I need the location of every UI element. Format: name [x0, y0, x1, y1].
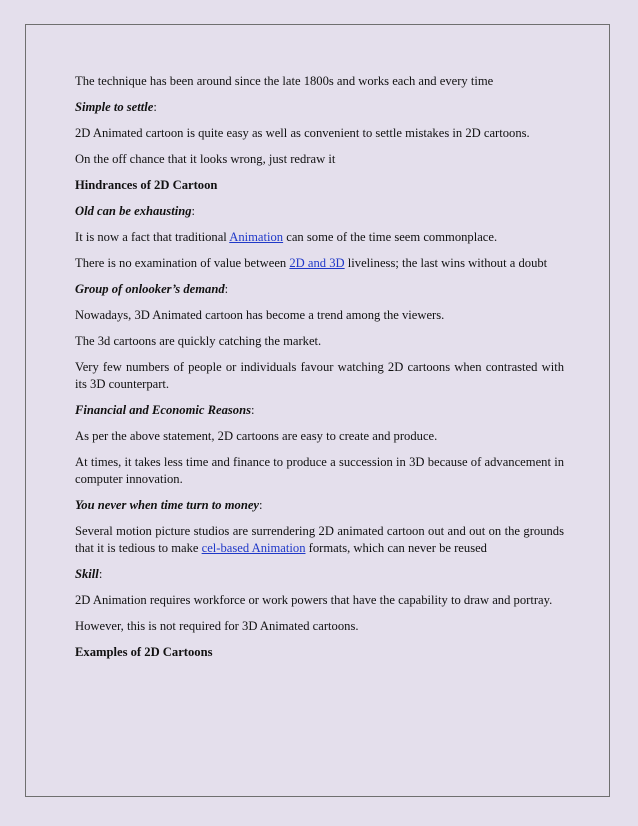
paragraph-text: Nowadays, 3D Animated cartoon has become a trend among the viewers.	[75, 308, 445, 322]
heading-hindrances	[75, 177, 564, 194]
subheading-text: Skill	[75, 567, 99, 581]
paragraph	[75, 454, 564, 488]
paragraph-text: 2D Animated cartoon is quite easy as well as convenient to settle mistakes in 2D cartoons.	[75, 126, 530, 140]
paragraph-text: It is now a fact that traditional	[75, 230, 230, 244]
subheading-text: You never when time turn to money	[75, 498, 260, 512]
colon: :	[251, 403, 255, 417]
cel-based-animation-link[interactable]: cel-based Animation	[201, 541, 306, 555]
paragraph-text: Several motion picture studios are surrendering 2D animated cartoon out and out on the grounds that it is tedious to make	[75, 524, 564, 555]
subheading-skill	[75, 566, 564, 583]
paragraph	[75, 229, 564, 246]
paragraph	[75, 333, 564, 350]
paragraph	[75, 151, 564, 168]
paragraph	[75, 125, 564, 142]
subheading-you-never-when-time-turn-to-money	[75, 497, 564, 514]
subheading-old-can-be-exhausting	[75, 203, 564, 220]
heading-text: Hindrances of 2D Cartoon	[75, 178, 218, 192]
2d-and-3d-link[interactable]: 2D and 3D	[289, 256, 345, 270]
paragraph-text: However, this is not required for 3D Animated cartoons.	[75, 619, 359, 633]
paragraph-text: liveliness; the last wins without a doubt	[344, 256, 548, 270]
paragraph-text: formats, which can never be reused	[305, 541, 487, 555]
paragraph	[75, 73, 564, 90]
colon: :	[259, 498, 263, 512]
subheading-text: Old can be exhausting	[75, 204, 192, 218]
heading-examples-of-2d-cartoons	[75, 644, 564, 661]
paragraph-text: 2D Animation requires workforce or work powers that have the capability to draw and portray.	[75, 593, 553, 607]
paragraph	[75, 359, 564, 393]
heading-text: Examples of 2D Cartoons	[75, 645, 213, 659]
paragraph	[75, 255, 564, 272]
paragraph	[75, 307, 564, 324]
paragraph-text: can some of the time seem commonplace.	[283, 230, 498, 244]
colon: :	[191, 204, 196, 218]
paragraph-text: On the off chance that it looks wrong, just redraw it	[75, 152, 336, 166]
colon: :	[153, 100, 157, 114]
paragraph-text: There is no examination of value between	[75, 256, 290, 270]
paragraph-text: The technique has been around since the late 1800s and works each and every time	[75, 74, 494, 88]
document-body	[75, 73, 564, 670]
colon: :	[98, 567, 103, 581]
subheading-group-of-onlookers-demand	[75, 281, 564, 298]
subheading-simple-to-settle	[75, 99, 564, 116]
subheading-text: Group of onlooker’s demand	[75, 282, 225, 296]
paragraph	[75, 592, 564, 609]
animation-link[interactable]: Animation	[229, 230, 284, 244]
paragraph	[75, 618, 564, 635]
colon: :	[224, 282, 229, 296]
paragraph-text: Very few numbers of people or individuals favour watching 2D cartoons when contrasted with its 3D counterpart.	[75, 360, 564, 391]
subheading-text: Financial and Economic Reasons	[75, 403, 251, 417]
paragraph	[75, 523, 564, 557]
subheading-financial-and-economic-reasons	[75, 402, 564, 419]
paragraph	[75, 428, 564, 445]
paragraph-text: As per the above statement, 2D cartoons are easy to create and produce.	[75, 429, 438, 443]
paragraph-text: The 3d cartoons are quickly catching the market.	[75, 334, 322, 348]
subheading-text: Simple to settle	[75, 100, 154, 114]
paragraph-text: At times, it takes less time and finance to produce a succession in 3D because of advancement in computer innovation.	[75, 455, 564, 486]
